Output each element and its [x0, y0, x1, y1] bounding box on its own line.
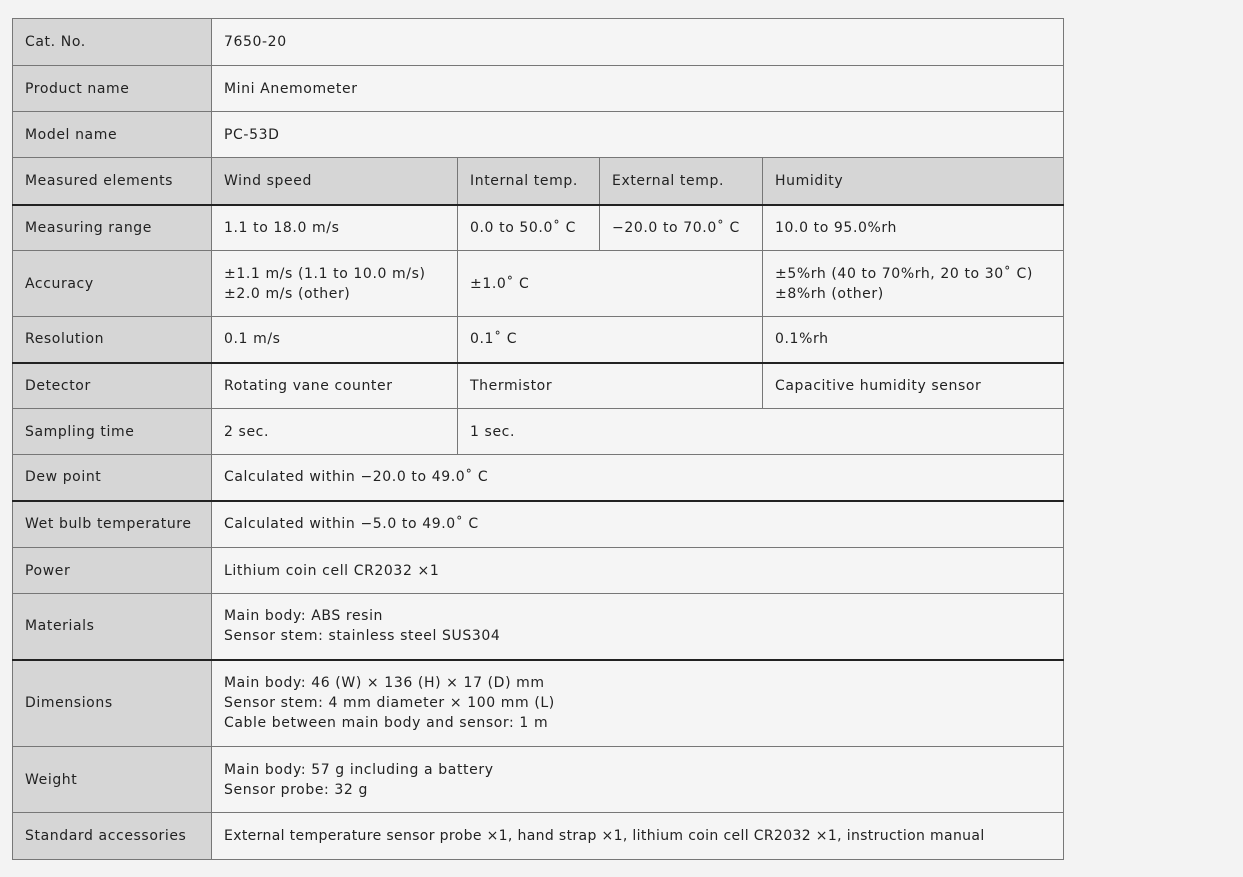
resolution-temp: 0.1˚ C — [458, 317, 763, 363]
wet-bulb-value: Calculated within −5.0 to 49.0˚ C — [212, 501, 1064, 548]
materials-line-1: Main body: ABS resin — [224, 608, 384, 625]
row-dew-point — [13, 455, 1064, 501]
row-label-detector: Detector — [13, 363, 212, 409]
row-label-sampling-time: Sampling time — [13, 409, 212, 455]
dimensions-value — [212, 660, 1064, 747]
accuracy-humidity — [763, 251, 1064, 317]
weight-value — [212, 747, 1064, 813]
dimensions-line-2: Sensor stem: 4 mm diameter × 100 mm (L) — [224, 695, 555, 712]
materials-value — [212, 594, 1064, 660]
accuracy-humidity-line-2: ±8%rh (other) — [775, 285, 884, 302]
row-accessories — [13, 813, 1064, 860]
row-label-measured-elements: Measured elements — [13, 158, 212, 205]
row-measuring-range — [13, 205, 1064, 251]
row-materials — [13, 594, 1064, 660]
dimensions-line-1: Main body: 46 (W) × 136 (H) × 17 (D) mm — [224, 675, 545, 692]
row-label-accuracy: Accuracy — [13, 251, 212, 317]
row-wet-bulb — [13, 501, 1064, 548]
row-label-materials: Materials — [13, 594, 212, 660]
cat-no-value: 7650-20 — [212, 19, 1064, 66]
row-label-dimensions: Dimensions — [13, 660, 212, 747]
row-label-resolution: Resolution — [13, 317, 212, 363]
header-wind-speed: Wind speed — [212, 158, 458, 205]
range-external-temp: −20.0 to 70.0˚ C — [600, 205, 763, 251]
row-weight — [13, 747, 1064, 813]
weight-line-2: Sensor probe: 32 g — [224, 781, 368, 798]
materials-line-2: Sensor stem: stainless steel SUS304 — [224, 628, 501, 645]
power-value: Lithium coin cell CR2032 ×1 — [212, 548, 1064, 594]
accuracy-wind-line-1: ±1.1 m/s (1.1 to 10.0 m/s) — [224, 265, 426, 282]
resolution-humidity: 0.1%rh — [763, 317, 1064, 363]
row-label-product-name: Product name — [13, 66, 212, 112]
detector-temp: Thermistor — [458, 363, 763, 409]
row-product-name — [13, 66, 1064, 112]
row-power — [13, 548, 1064, 594]
sampling-time-other: 1 sec. — [458, 409, 1064, 455]
resolution-wind: 0.1 m/s — [212, 317, 458, 363]
row-cat-no — [13, 19, 1064, 66]
model-name-value: PC-53D — [212, 112, 1064, 158]
row-label-cat-no: Cat. No. — [13, 19, 212, 66]
range-internal-temp: 0.0 to 50.0˚ C — [458, 205, 600, 251]
row-label-power: Power — [13, 548, 212, 594]
row-label-dew-point: Dew point — [13, 455, 212, 501]
product-name-value: Mini Anemometer — [212, 66, 1064, 112]
row-label-weight: Weight — [13, 747, 212, 813]
header-internal-temp: Internal temp. — [458, 158, 600, 205]
detector-humidity: Capacitive humidity sensor — [763, 363, 1064, 409]
spec-table — [12, 18, 1064, 860]
row-detector — [13, 363, 1064, 409]
row-measured-elements — [13, 158, 1064, 205]
detector-wind: Rotating vane counter — [212, 363, 458, 409]
accuracy-wind — [212, 251, 458, 317]
row-resolution — [13, 317, 1064, 363]
accuracy-humidity-line-1: ±5%rh (40 to 70%rh, 20 to 30˚ C) — [775, 265, 1033, 282]
accessories-value: External temperature sensor probe ×1, hand strap ×1, lithium coin cell CR2032 ×1, instruction manual — [212, 813, 1064, 860]
header-humidity: Humidity — [763, 158, 1064, 205]
dimensions-line-3: Cable between main body and sensor: 1 m — [224, 715, 549, 732]
row-label-model-name: Model name — [13, 112, 212, 158]
row-label-accessories: Standard accessories — [13, 813, 212, 860]
row-sampling-time — [13, 409, 1064, 455]
range-wind: 1.1 to 18.0 m/s — [212, 205, 458, 251]
dew-point-value: Calculated within −20.0 to 49.0˚ C — [212, 455, 1064, 501]
row-label-wet-bulb: Wet bulb temperature — [13, 501, 212, 548]
accuracy-temp: ±1.0˚ C — [458, 251, 763, 317]
header-external-temp: External temp. — [600, 158, 763, 205]
weight-line-1: Main body: 57 g including a battery — [224, 761, 494, 778]
row-label-measuring-range: Measuring range — [13, 205, 212, 251]
row-model-name — [13, 112, 1064, 158]
row-dimensions — [13, 660, 1064, 747]
sampling-time-wind: 2 sec. — [212, 409, 458, 455]
row-accuracy — [13, 251, 1064, 317]
accuracy-wind-line-2: ±2.0 m/s (other) — [224, 285, 351, 302]
range-humidity: 10.0 to 95.0%rh — [763, 205, 1064, 251]
